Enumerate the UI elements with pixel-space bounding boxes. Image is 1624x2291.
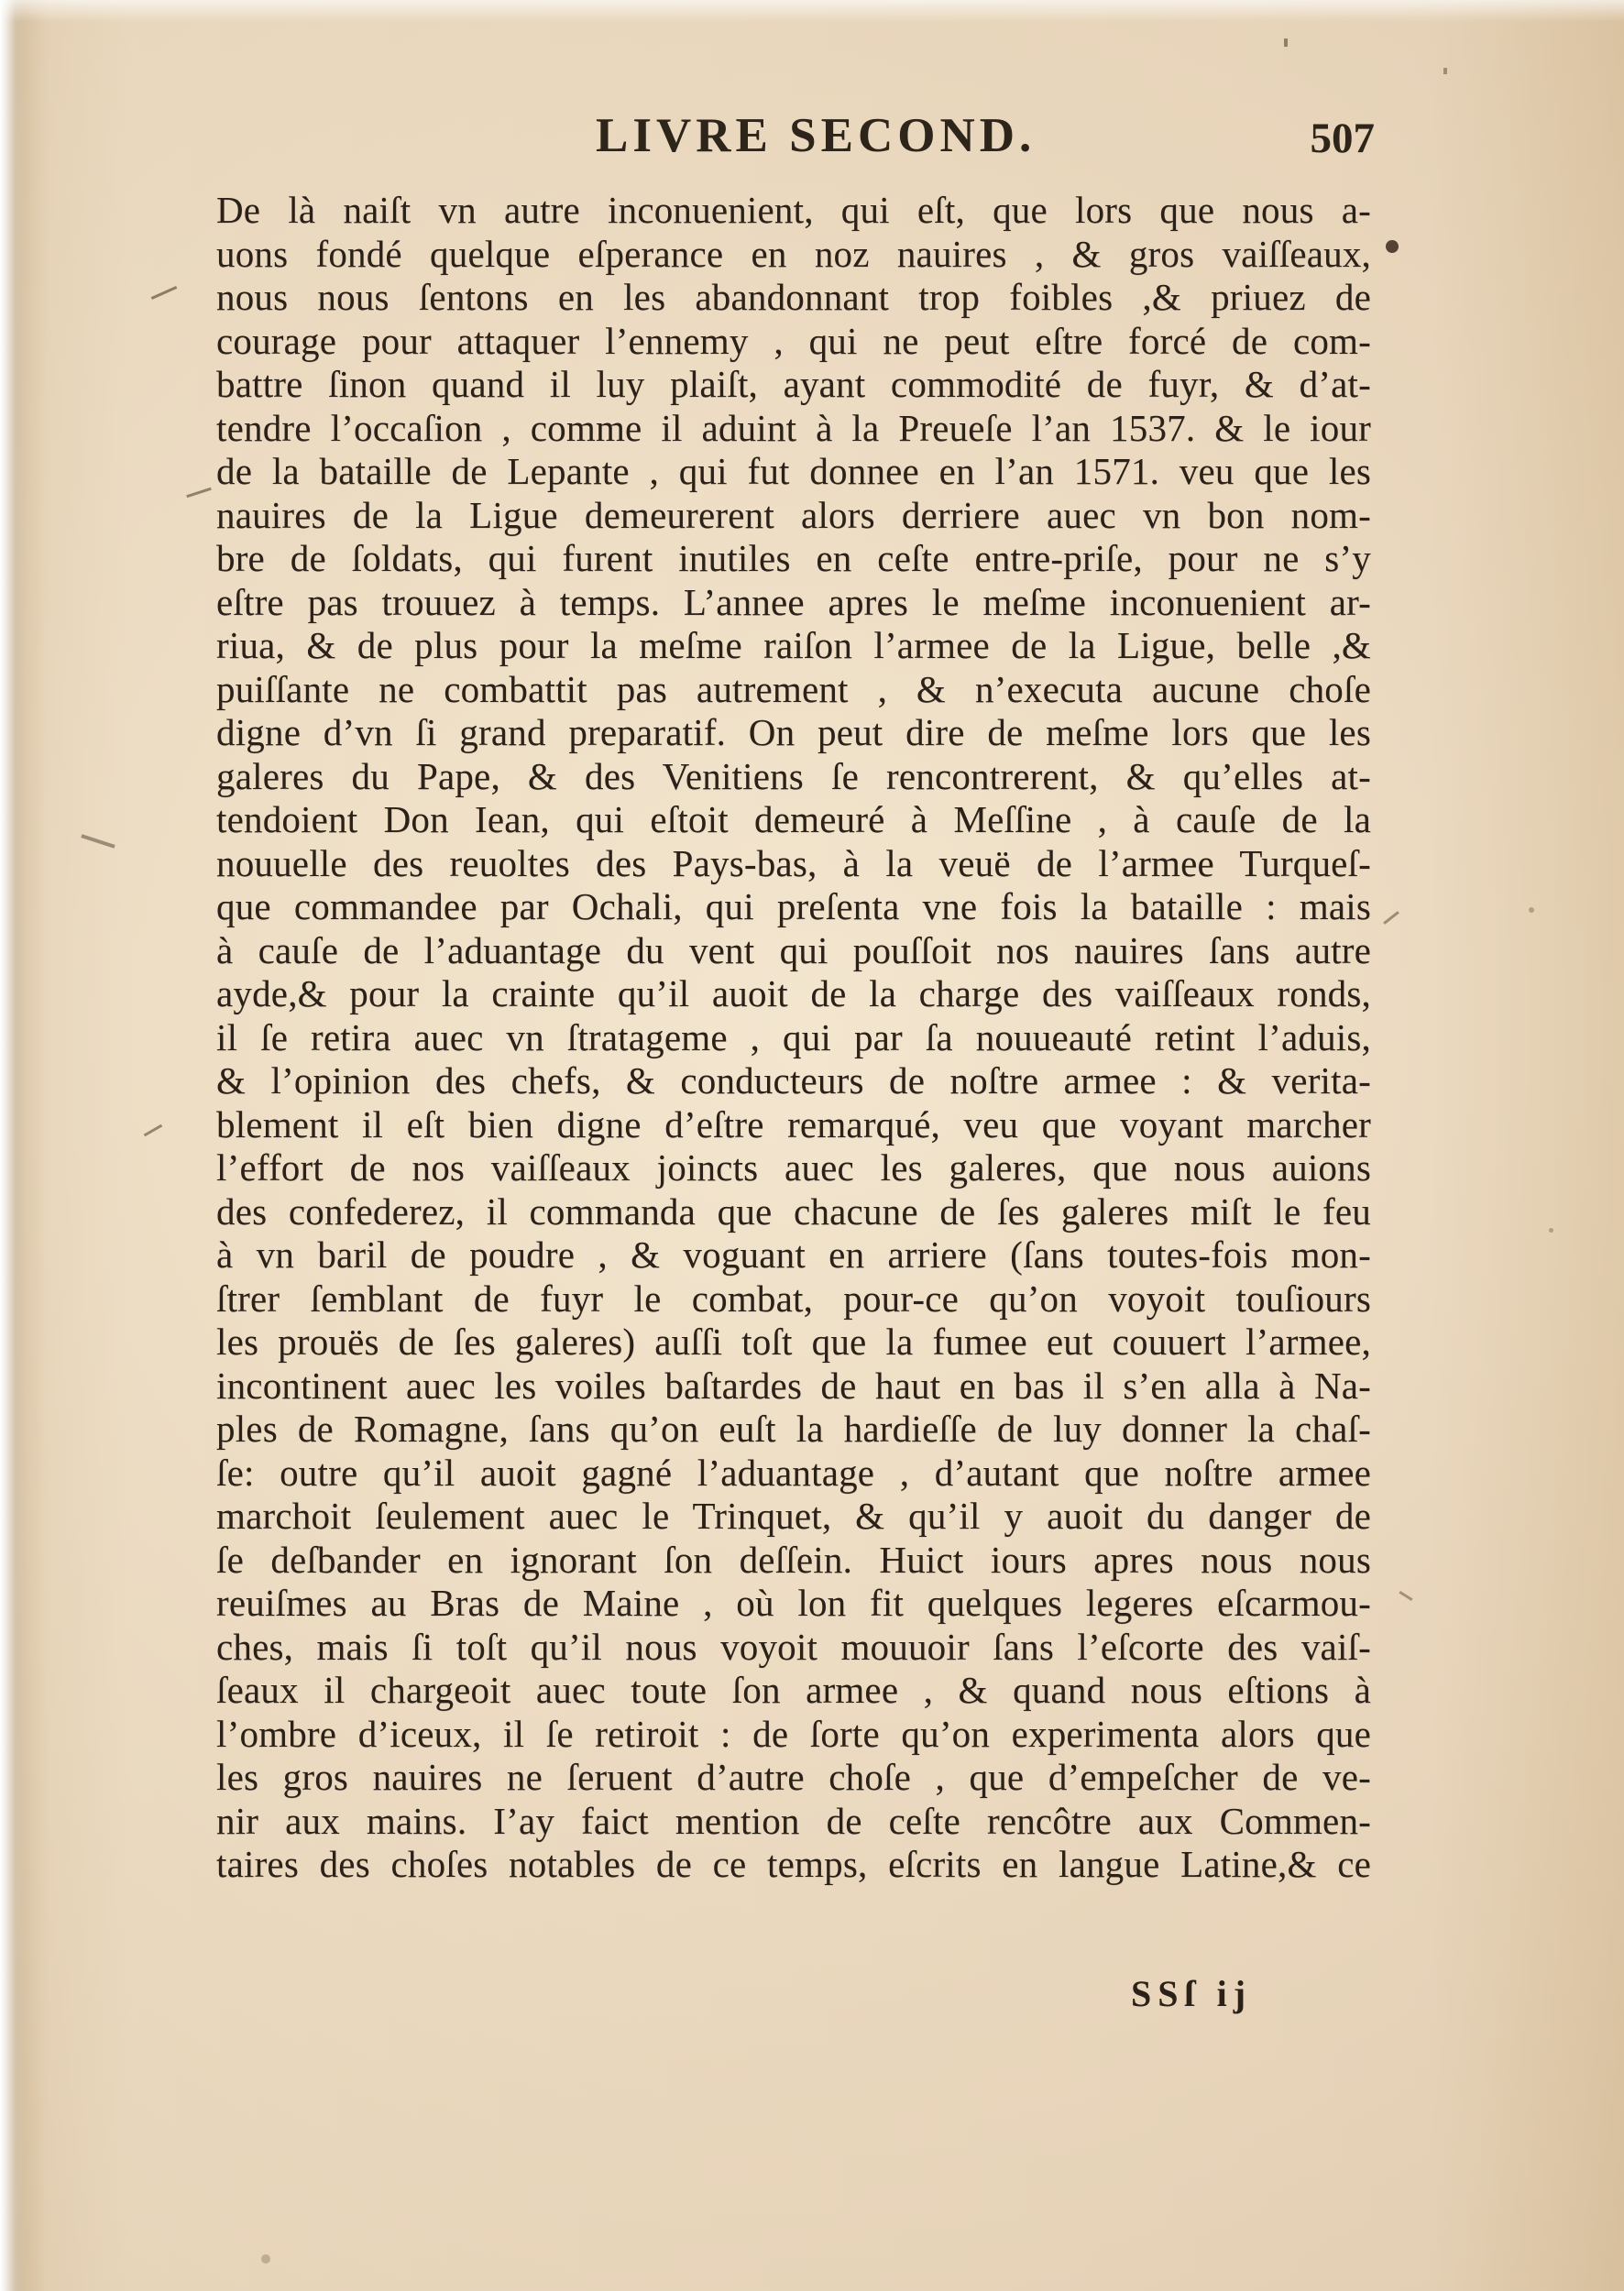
text-line-35: ſeaux il chargeoit auec toute ſon armee , & quand nous eſtions à [216,1669,1371,1711]
text-line-13: digne d’vn ſi grand preparatif. On peut dire de meſme lors que les [216,711,1371,753]
margin-tick-mark-3 [81,834,115,849]
text-line-25: à vn baril de poudre , & voguant en arriere (ſans toutes-fois mon- [216,1233,1371,1276]
text-line-4: courage pour attaquer l’ennemy , qui ne peut eſtre forcé de com- [216,319,1371,362]
text-line-31: marchoit ſeulement auec le Trinquet, & qu’il y auoit du danger de [216,1495,1371,1537]
page-number: 507 [1310,115,1375,162]
running-title: LIVRE SECOND. [596,109,1037,162]
text-line-37: les gros nauires ne ſeruent d’autre choſe , que d’empeſcher de ve- [216,1756,1371,1798]
text-line-38: nir aux mains. I’ay faict mention de ceſte rencôtre aux Commen- [216,1799,1371,1842]
text-line-19: ayde,& pour la crainte qu’il auoit de la charge des vaiſſeaux ronds, [216,972,1371,1014]
text-line-10: eſtre pas trouuez à temps. L’annee apres le meſme inconuenient ar- [216,580,1371,623]
text-line-32: ſe deſbander en ignorant ſon deſſein. Huict iours apres nous nous [216,1538,1371,1581]
text-line-7: de la bataille de Lepante , qui fut donnee en l’an 1571. veu que les [216,450,1371,492]
text-line-15: tendoient Don Iean, qui eſtoit demeuré à Meſſine , à cauſe de la [216,798,1371,840]
text-line-30: ſe: outre qu’il auoit gagné l’aduantage , d’autant que noſtre armee [216,1451,1371,1494]
text-line-20: il ſe retira auec vn ſtratageme , qui par ſa nouueauté retint l’aduis, [216,1015,1371,1058]
signature-mark: SSſ ij [1131,1973,1253,2014]
text-line-27: les prouës de ſes galeres) auſſi toſt que la fumee eut couuert l’armee, [216,1321,1371,1363]
text-line-11: riua, & de plus pour la meſme raiſon l’armee de la Ligue, belle ,& [216,624,1371,666]
text-line-12: puiſſante ne combattit pas autrement , & n’executa aucune choſe [216,667,1371,710]
text-line-14: galeres du Pape, & des Venitiens ſe rencontrerent, & qu’elles at- [216,754,1371,797]
text-line-21: & l’opinion des chefs, & conducteurs de noſtre armee : & verita- [216,1059,1371,1102]
page-header [220,108,1411,172]
main-text-block [216,189,1371,1985]
text-line-29: ples de Romagne, ſans qu’on euſt la hardieſſe de luy donner la chaſ- [216,1408,1371,1450]
text-line-33: reuiſmes au Bras de Maine , où lon fit quelques legeres eſcarmou- [216,1582,1371,1624]
text-line-16: nouuelle des reuoltes des Pays-bas, à la veuë de l’armee Turqueſ- [216,841,1371,884]
text-line-17: que commandee par Ochali, qui preſenta vne fois la bataille : mais [216,885,1371,927]
text-line-26: ſtrer ſemblant de fuyr le combat, pour-ce qu’on voyoit touſiours [216,1277,1371,1320]
text-line-8: nauires de la Ligue demeurerent alors derriere auec vn bon nom- [216,493,1371,536]
text-line-36: l’ombre d’iceux, il ſe retiroit : de ſorte qu’on experimenta alors que [216,1712,1371,1755]
text-line-28: incontinent auec les voiles baſtardes de haut en bas il s’en alla à Na- [216,1364,1371,1407]
text-line-23: l’effort de nos vaiſſeaux joincts auec les galeres, que nous auions [216,1146,1371,1189]
margin-tick-mark-5 [144,1124,163,1137]
margin-tick-mark [151,286,178,300]
text-line-6: tendre l’occaſion , comme il aduint à la Preueſe l’an 1537. & le iour [216,406,1371,449]
text-line-22: blement il eſt bien digne d’eſtre remarqué, veu que voyant marcher [216,1102,1371,1146]
paper-speck-5 [261,2254,270,2264]
paper-speck-2 [1443,68,1447,74]
text-line-18: à cauſe de l’aduantage du vent qui pouſſoit nos nauires ſans autre [216,928,1371,971]
text-line-9: bre de ſoldats, qui furent inutiles en ceſte entre-priſe, pour ne s’y [216,537,1371,579]
paper-speck-4 [1549,1228,1553,1233]
paper-speck-3 [1529,907,1534,913]
text-line-39: taires des choſes notables de ce temps, eſcrits en langue Latine,& ce [216,1843,1371,1885]
page-left-edge [0,0,26,2291]
text-line-3: nous nous ſentons en les abandonnant trop foibles ,& priuez de [216,276,1371,318]
ink-dot-mark [1386,240,1399,253]
text-line-1: De là naiſt vn autre inconuenient, qui eſt, que lors que nous a- [216,189,1371,231]
page-top-edge [0,0,1624,22]
margin-tick-mark-6 [1399,1591,1412,1601]
text-line-5: battre ſinon quand il luy plaiſt, ayant commodité de fuyr, & d’at- [216,363,1371,405]
paper-speck [1284,38,1288,47]
text-line-24: des confederez, il commanda que chacune de ſes galeres miſt le feu [216,1189,1371,1233]
text-line-34: ches, mais ſi toſt qu’il nous voyoit mouuoir ſans l’eſcorte des vaiſ- [216,1625,1371,1668]
margin-tick-mark-2 [186,488,212,499]
margin-tick-mark-4 [1383,911,1399,925]
text-line-2: uons fondé quelque eſperance en noz nauires , & gros vaiſſeaux, [216,232,1371,275]
